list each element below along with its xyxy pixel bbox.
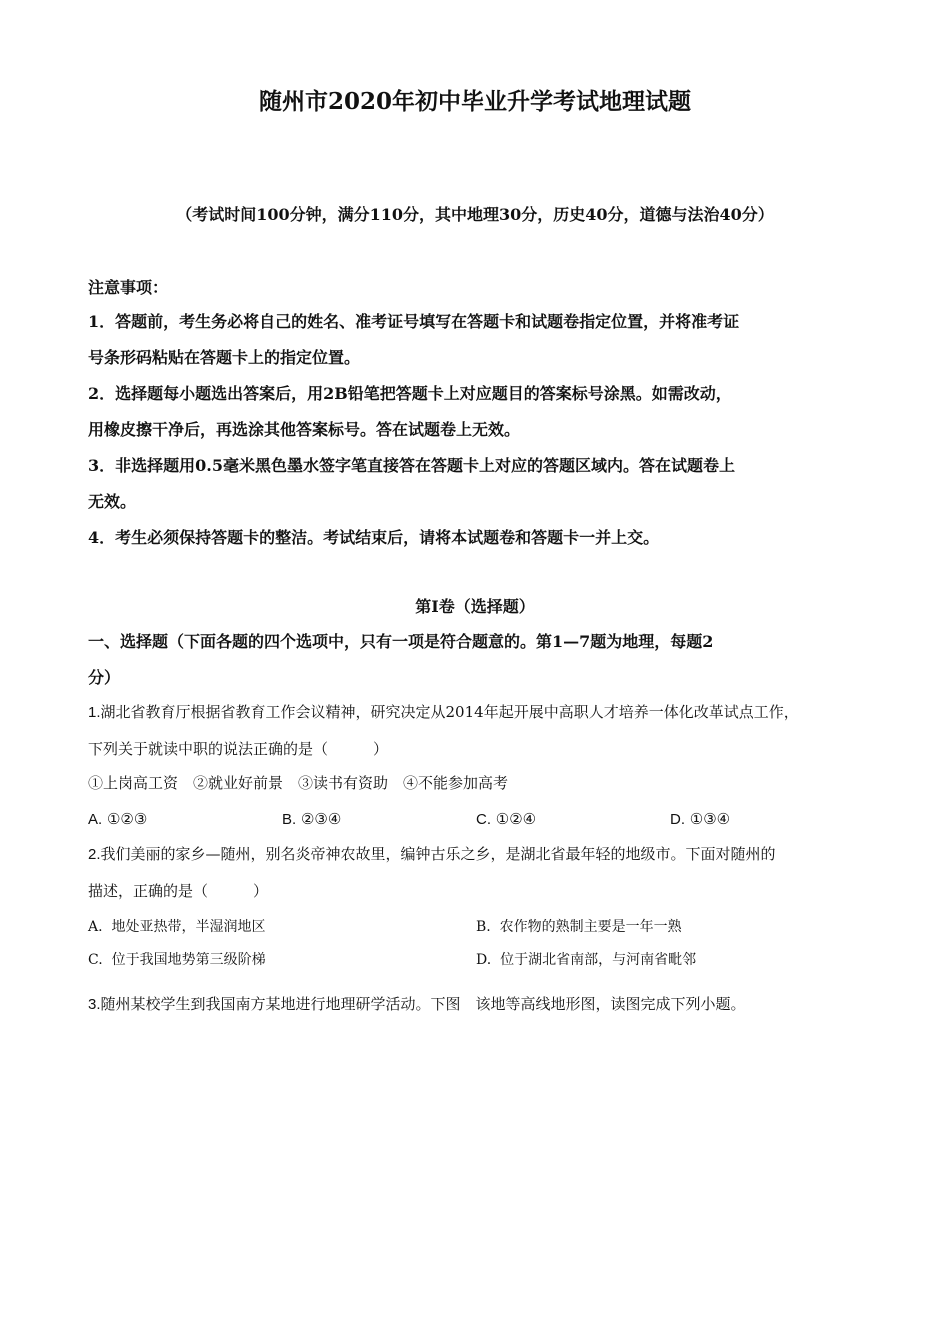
notice-line: 4．考生必须保持答题卡的整洁。考试结束后，请将本试题卷和答题卡一并上交。 <box>88 528 660 547</box>
option-letter: C. <box>88 952 103 968</box>
option-text: 地处亚热带，半湿润地区 <box>111 919 266 935</box>
exam-title: 随州市2020年初中毕业升学考试地理试题 <box>258 88 691 115</box>
notice-line: 用橡皮擦干净后，再选涂其他答案标号。答在试题卷上无效。 <box>88 420 521 439</box>
question-3 <box>88 995 746 1014</box>
question-number: 1. <box>88 704 101 721</box>
question-text: 我们美丽的家乡—随州，别名炎帝神农故里，编钟古乐之乡，是湖北省最年轻的地级市。下面对随州的 <box>100 845 776 863</box>
option-letter: D. <box>476 952 492 968</box>
option-letter: D. <box>670 811 685 828</box>
option-text: ①②③ <box>106 810 148 828</box>
part-instruction: 一、选择题（下面各题的四个选项中，只有一项是符合题意的。第1—7题为地理，每题2 <box>88 632 714 651</box>
answer-option <box>88 949 266 969</box>
answer-option <box>476 810 536 828</box>
notice-line: 1．答题前，考生务必将自己的姓名、准考证号填写在答题卡和试题卷指定位置，并将准考证 <box>88 312 740 331</box>
question-number: 2. <box>88 846 101 863</box>
question-2 <box>88 845 776 864</box>
option-letter: B. <box>282 811 297 828</box>
option-text: ①②④ <box>495 810 537 828</box>
question-1-statements: ①上岗高工资 ②就业好前景 ③读书有资助 ④不能参加高考 <box>88 774 509 792</box>
question-1 <box>88 703 799 722</box>
option-text: 位于我国地势第三级阶梯 <box>111 952 266 968</box>
exam-subtitle: （考试时间100分钟，满分110分，其中地理30分，历史40分，道德与法治40分） <box>176 205 774 224</box>
notice-line: 2．选择题每小题选出答案后，用2B铅笔把答题卡上对应题目的答案标号涂黑。如需改动， <box>88 384 732 403</box>
option-text: 农作物的熟制主要是一年一熟 <box>499 919 682 935</box>
answer-option <box>88 810 147 828</box>
answer-option <box>282 810 341 828</box>
answer-option <box>476 949 696 969</box>
answer-option <box>670 810 730 828</box>
option-letter: B. <box>476 919 491 935</box>
answer-option <box>476 916 682 936</box>
answer-option <box>88 916 265 936</box>
notice-line: 号条形码粘贴在答题卡上的指定位置。 <box>88 348 361 367</box>
notice-line: 无效。 <box>88 492 137 511</box>
question-text: 随州某校学生到我国南方某地进行地理研学活动。下图 该地等高线地形图，读图完成下列小题。 <box>100 995 746 1013</box>
option-letter: C. <box>476 811 491 828</box>
question-number: 3. <box>88 996 101 1013</box>
option-text: ②③④ <box>300 810 342 828</box>
part-instruction: 分） <box>88 668 121 687</box>
option-letter: A. <box>88 811 103 828</box>
question-text: 湖北省教育厅根据省教育工作会议精神，研究决定从2014年起开展中高职人才培养一体化改革试点工作， <box>100 703 799 721</box>
section-heading: 第Ⅰ卷（选择题） <box>415 597 535 616</box>
option-text: 位于湖北省南部，与河南省毗邻 <box>500 952 697 968</box>
notice-line: 3．非选择题用0.5毫米黑色墨水签字笔直接答在答题卡上对应的答题区域内。答在试题卷上 <box>88 456 735 475</box>
question-1-continued: 下列关于就读中职的说法正确的是（ ） <box>88 740 389 758</box>
notice-heading: 注意事项： <box>88 278 169 297</box>
option-letter: A. <box>88 919 103 935</box>
question-2-continued: 描述，正确的是（ ） <box>88 882 269 900</box>
option-text: ①③④ <box>689 810 731 828</box>
